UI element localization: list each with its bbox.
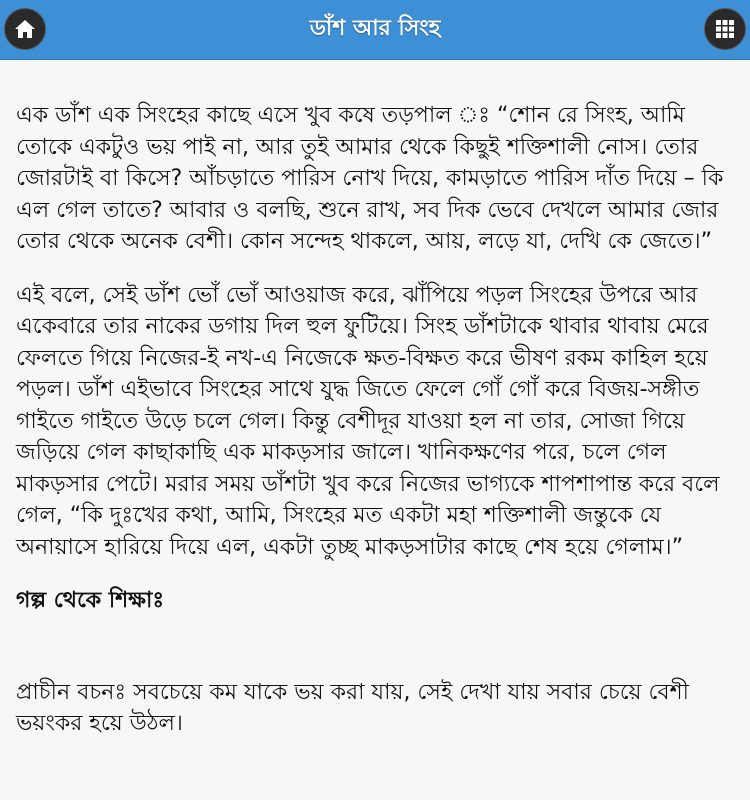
page-title: ডাঁশ আর সিংহ <box>309 16 441 41</box>
story-content <box>16 100 732 762</box>
grid-menu-icon <box>715 19 735 39</box>
moral-text: প্রাচীন বচনঃ সবচেয়ে কম যাকে ভয় করা যায়, সেই দেখা যায় সবার চেয়ে বেশী ভয়ংকর হয়ে উঠল। <box>16 679 689 736</box>
story-paragraph-1: এক ডাঁশ এক সিংহের কাছে এসে খুব কষে তড়পাল ঃ “শোন রে সিংহ, আমি তোকে একটুও ভয় পাই না, আর তুই আমার থেকে কিছুই শক্তিশালী নোস। তোর জোরটাই বা কিসে? আঁচড়াতে পারিস নোখ দিয়ে, কামড়াতে পারিস দাঁত দিয়ে – কি এল গেল তাতে? আবার ও বলছি, শুনে রাখ, সব দিক ভেবে দেখলে আমার জোর তোর থেকে অনেক বেশী। কোন সন্দেহ থাকলে, আয়, লড়ে যা, দেখি কে জেতে।” <box>16 103 724 254</box>
menu-button[interactable] <box>704 8 746 50</box>
app-header <box>0 0 750 60</box>
moral-heading: গল্প থেকে শিক্ষাঃ <box>16 588 165 613</box>
story-paragraph-2: এই বলে, সেই ডাঁশ ভোঁ ভোঁ আওয়াজ করে, ঝাঁপিয়ে পড়ল সিংহের উপরে আর একেবারে তার নাকের ডগায় দিল হুল ফুটিয়ে। সিংহ ডাঁশটাকে থাবার থাবায় মেরে ফেলতে গিয়ে নিজের-ই নখ-এ নিজেকে ক্ষত-বিক্ষত করে ভীষণ রকম কাহিল হয়ে পড়ল। ডাঁশ এইভাবে সিংহের সাথে যুদ্ধ জিতে ফেলে গোঁ গোঁ করে বিজয়-সঙ্গীত গাইতে গাইতে উড়ে চলে গেল। কিন্তু বেশীদূর যাওয়া হল না তার, সোজা গিয়ে জড়িয়ে গেল কাছাকাছি এক মাকড়সার জালে। খানিকক্ষণের পরে, চলে গেল মাকড়সার পেটে। মরার সময় ডাঁশটা খুব করে নিজের ভাগ্যকে শাপশাপান্ত করে বলে গেল, “কি দুঃখের কথা, আমি, সিংহের মত একটা মহা শক্তিশালী জন্তুকে যে অনায়াসে হারিয়ে দিয়ে এল, একটা তুচ্ছ মাকড়সাটার কাছে শেষ হয়ে গেলাম।” <box>16 282 720 560</box>
